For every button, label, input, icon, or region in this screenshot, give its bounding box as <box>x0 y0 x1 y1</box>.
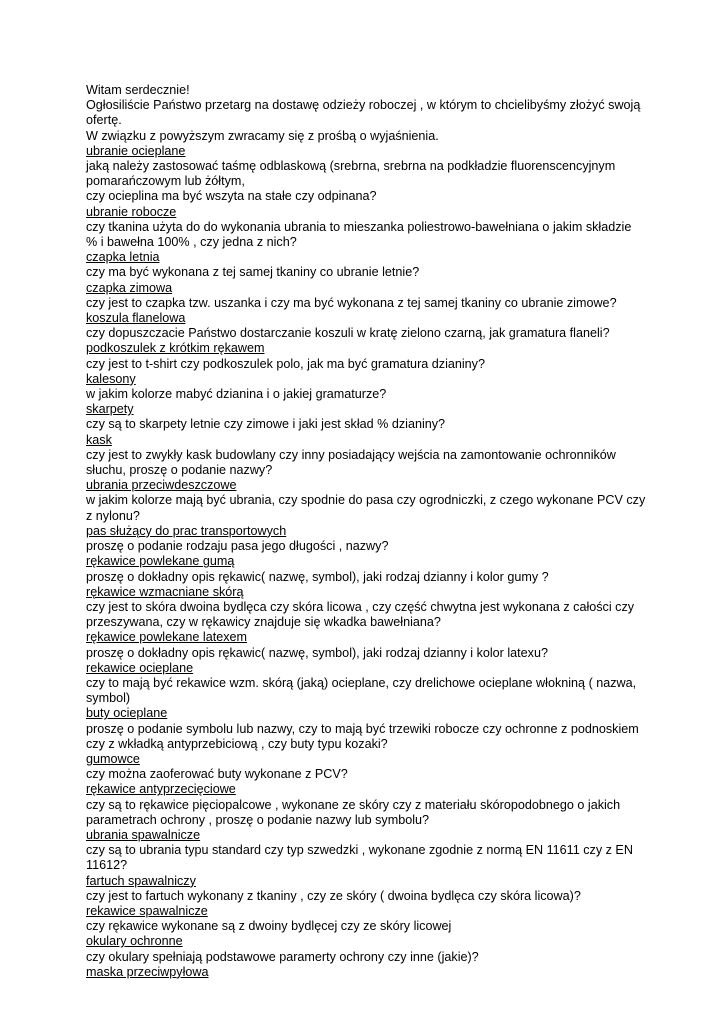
section-heading: podkoszulek z krótkim rękawem <box>86 341 265 356</box>
question-section <box>86 372 646 402</box>
section-question: czy można zaoferować buty wykonane z PCV? <box>86 767 348 782</box>
section-heading: okulary ochronne <box>86 934 183 949</box>
section-heading: rękawice wzmacniane skórą <box>86 584 244 599</box>
section-question: czy ma być wykonana z tej samej tkaniny co ubranie letnie? <box>86 265 420 280</box>
question-section <box>86 585 646 631</box>
document-page <box>86 83 646 980</box>
section-question: proszę o podanie symbolu lub nazwy, czy to mają być trzewiki robocze czy ochronne z podnoskiem czy z wkładką antyprzebiciową , czy buty typu kozaki? <box>86 721 639 751</box>
section-heading: ubranie robocze <box>86 204 177 219</box>
section-heading: kask <box>86 432 112 447</box>
section-question: w jakim kolorze mają być ubrania, czy spodnie do pasa czy ogrodniczki, z czego wykonane PCV czy z nylonu? <box>86 493 646 523</box>
question-section <box>86 433 646 479</box>
intro-block <box>86 83 646 144</box>
greeting: Witam serdecznie! <box>86 83 190 97</box>
section-question: czy są to rękawice pięciopalcowe , wykonane ze skóry czy z materiału skóropodobnego o jakich parametrach ochrony , proszę o podanie nazwy lub symbolu? <box>86 797 621 827</box>
question-section <box>86 144 646 205</box>
section-question: jaką należy zastosować taśmę odblaskową (srebrna, srebrna na podkładzie fluorenscencyjnym pomarańczowym lub żółtym, <box>86 159 616 189</box>
section-heading: kalesony <box>86 371 136 386</box>
question-section <box>86 250 646 280</box>
intro-paragraph: Ogłosiliście Państwo przetarg na dostawę odzieży roboczej , w którym to chcielibyśmy złożyć swoją ofertę. <box>86 98 641 128</box>
section-heading: gumowce <box>86 751 140 766</box>
question-section <box>86 782 646 828</box>
question-section <box>86 934 646 964</box>
section-heading: koszula flanelowa <box>86 311 186 326</box>
question-section <box>86 402 646 432</box>
section-heading: rękawice antyprzecięciowe <box>86 782 236 797</box>
section-question: czy jest to t-shirt czy podkoszulek polo, jak ma być gramatura dzianiny? <box>86 356 485 371</box>
question-section <box>86 828 646 874</box>
question-section <box>86 311 646 341</box>
question-section <box>86 874 646 904</box>
section-heading: ubrania przeciwdeszczowe <box>86 478 237 493</box>
section-heading: ubrania spawalnicze <box>86 827 201 842</box>
section-question: czy tkanina użyta do do wykonania ubrania to mieszanka poliestrowo-bawełniana o jakim składzie % i bawełna 100% , czy jedna z nich? <box>86 219 632 250</box>
section-question: czy jest to skóra dwoina bydlęca czy skóra licowa , czy część chwytna jest wykonana z całości czy przeszywana, czy w rękawicy znajduje się wkadka bawełniana? <box>86 599 635 630</box>
question-section <box>86 205 646 251</box>
question-section <box>86 630 646 660</box>
section-heading: czapka letnia <box>86 250 160 265</box>
section-question: czy rękawice wykonane są z dwoiny bydlęcej czy ze skóry licowej <box>86 919 452 934</box>
section-question: proszę o dokładny opis rękawic( nazwę, symbol), jaki rodzaj dzianny i kolor latexu? <box>86 645 548 660</box>
question-section <box>86 341 646 371</box>
section-heading: fartuch spawalniczy <box>86 873 196 888</box>
section-heading: rękawice powlekane gumą <box>86 554 235 569</box>
section-heading: pas służący do prac transportowych <box>86 523 287 538</box>
question-section <box>86 478 646 524</box>
question-section <box>86 706 646 752</box>
section-question: czy dopuszczacie Państwo dostarczanie koszuli w kratę zielono czarną, jak gramatura flaneli? <box>86 326 610 341</box>
sections <box>86 144 646 980</box>
section-question: czy jest to zwykły kask budowlany czy inny posiadający wejścia na zamontowanie ochronników słuchu, proszę o podanie nazwy? <box>86 447 616 478</box>
section-question: czy są to ubrania typu standard czy typ szwedzki , wykonane zgodnie z normą EN 11611 czy z EN 11612? <box>86 843 633 873</box>
intro-request: W związku z powyższym zwracamy się z prośbą o wyjaśnienia. <box>86 128 439 143</box>
section-heading: rękawice powlekane latexem <box>86 630 248 645</box>
section-question: proszę o podanie rodzaju pasa jego długości , nazwy? <box>86 539 389 554</box>
section-question: w jakim kolorze mabyć dzianina i o jakiej gramaturze? <box>86 387 387 402</box>
question-section <box>86 554 646 584</box>
section-question: czy ocieplina ma być wszyta na stałe czy odpinana? <box>86 189 377 204</box>
section-heading: maska przeciwpyłowa <box>86 964 209 979</box>
section-heading: rekawice ocieplane <box>86 660 194 675</box>
section-heading: ubranie ocieplane <box>86 143 186 158</box>
section-heading: buty ocieplane <box>86 706 168 721</box>
question-section <box>86 752 646 782</box>
question-section <box>86 965 646 980</box>
section-question: czy to mają być rekawice wzm. skórą (jaką) ocieplane, czy drelichowe ocieplane włokniną ( nazwa, symbol) <box>86 675 637 706</box>
section-question: czy okulary spełniają podstawowe paramerty ochrony czy inne (jakie)? <box>86 949 479 964</box>
section-question: proszę o dokładny opis rękawic( nazwę, symbol), jaki rodzaj dzianny i kolor gumy ? <box>86 569 549 584</box>
section-heading: skarpety <box>86 402 134 417</box>
section-question: czy jest to czapka tzw. uszanka i czy ma być wykonana z tej samej tkaniny co ubranie zimowe? <box>86 295 617 310</box>
question-section <box>86 904 646 934</box>
section-heading: rekawice spawalnicze <box>86 903 208 918</box>
question-section <box>86 661 646 707</box>
section-question: czy jest to fartuch wykonany z tkaniny , czy ze skóry ( dwoina bydlęca czy skóra licowa)? <box>86 888 581 903</box>
section-heading: czapka zimowa <box>86 280 173 295</box>
section-question: czy są to skarpety letnie czy zimowe i jaki jest skład % dzianiny? <box>86 417 446 432</box>
question-section <box>86 281 646 311</box>
question-section <box>86 524 646 554</box>
